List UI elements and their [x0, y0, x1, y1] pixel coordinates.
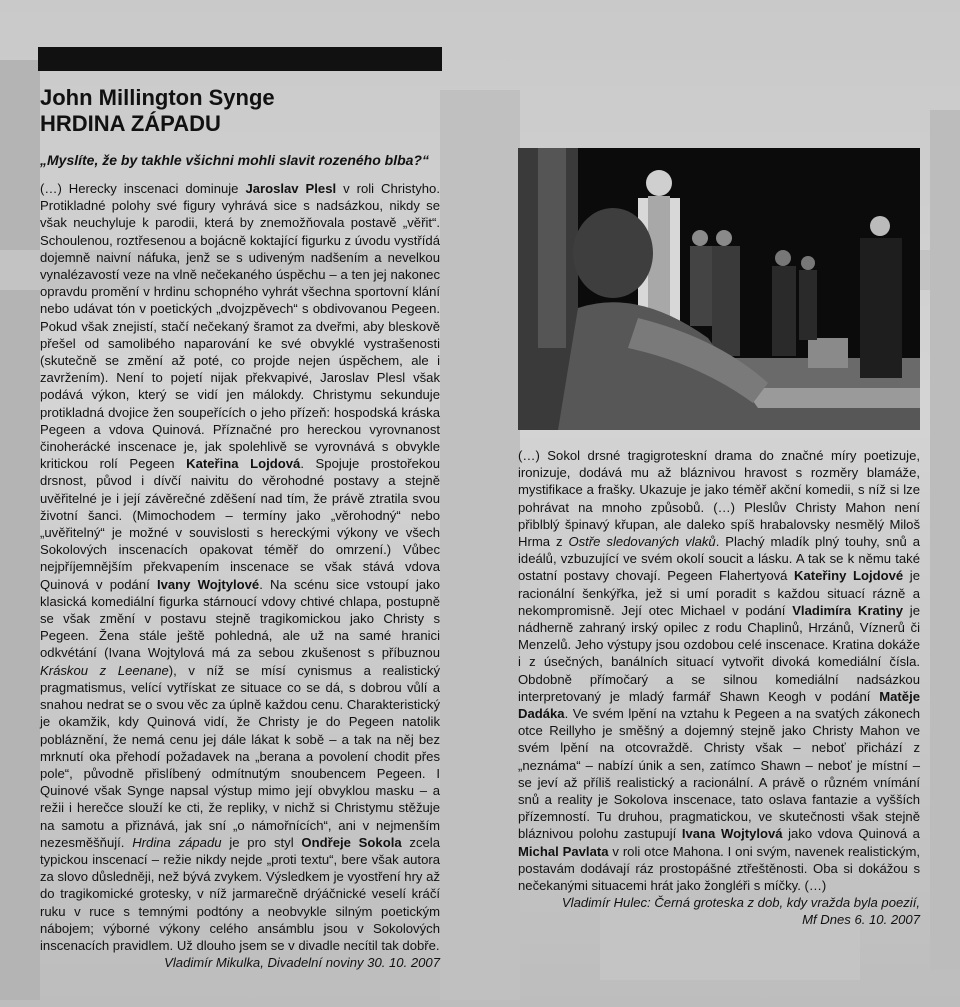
review-left-text: (…) Herecky inscenaci dominuje Jaroslav Plesl v roli Christyho. Protikladné polohy své figury vyhrává sice s nadsázkou, nikdy se však neuchyluje k parodii, která by znemožňovala postavě „věřit“. Schoulenou, roztřesenou a bojácně koktající figurku z úvodu vystřídá dojemně naivní náfuka, jenž se s udiveným nadšením a nevelkou vynalézavostí veze na vlně nečekaného úspěchu – a ten jej nakonec opravdu promění v hrdinu schopného vyhrát všechna sportovní klání nebo udávat tón v poetických „dvojzpěvech“ s obdivovanou Pegeen. Pokud však znejistí, stačí nečekaný šramot za dveřmi, aby bleskově přešel od samolibého naparování ke své obvyklé vystrašenosti (skutečně se změní až poté, co projde nejen úspěchem, ale i zavržením). Není to pojetí nijak překvapivé, Jaroslav Plesl však podává výkon, který se vidí jen málokdy. Christymu sekunduje protikladná dvojice žen soupeřících o jeho přízeň: hospodská kráska Pegeen a vdova Quinová. Příznačné pro hereckou vyrovnanost činoherácké inscenace je, jak spolehlivě se vyrovnává s obvykle kritickou rolí Pegeen Kateřina Lojdová. Spojuje prostořekou drsnost, původ i dívčí naivitu do věrohodné postavy a stejně uvěřitelné je i její závěrečné zděšení nad tím, že právě ztratila svou životní šanci. (Mimochodem – termíny jako „věrohodný“ nebo „uvěřitelný“ je možné v souvislosti s hereckými výkony ve všech Sokolových inscenacích opakovat téměř do omrzení.) Vůbec nejpříjemnějším překvapením inscenace se však stává vdova Quinová v podání Ivany Wojtylové. Na scénu sice vstoupí jako klasická komediální figurka stárnoucí vdovy chtivé chlapa, postupně se však změní v postavu stejně tragikomickou jako Christy s Pegeen. Žena stále ještě pohledná, ale už na samé hranici odkvétání (Ivana Wojtylová má za sebou zkušenost s příbuznou Kráskou z Leenane), v níž se mísí cynismus a realistický pragmatismus, velící vytřískat ze situace co se dá, s dobrou vůlí a snahou nedrat se o svou věc za úplně každou cenu. Charakteristický je okamžik, kdy Quinová vidí, že Christy je do Pegeen natolik pobláznění, že nemá cenu jej dále lákat k sobě – a tak na něj bez mrknutí oka přehodí požadavek na „berana a povolení chodit přes pole“, původně přislíbený odmítnutým snoubencem Pegeen. I Quinové však Synge napsal výstup mimo její obvyklou masku – a režii i herečce slouží ke cti, že repliky, v nichž si Christymu stěžuje na samotu a přiznává, jak sní „o námořnících“, ani v nejmenším nezesměšňují. Hrdina západu je pro styl Ondřeje Sokola zcela typickou inscenací – režie nikdy nejde „proti textu“, bere však autora za slovo důsledněji, než bývá zvykem. Výsledkem je vyostření hry až do tragikomické grotesky, v níž jarmarečně drýáčnické veselí kráčí ruku v ruce s temnými podtóny a neobvykle silným poetickým nábojem; výborné výkony celého ansámblu jsou v Sokolových inscenacích pravidlem. Už dlouho jsem se v divadle necítil tak dobře.: [40, 181, 440, 953]
header-black-bar: [38, 47, 442, 71]
review-right-text: (…) Sokol drsné tragigroteskní drama do značné míry poetizuje, ironizuje, dodává mu až bláznivou hravost s rozměry blamáže, mystifikace a frašky. Ukazuje je jako téměř akční komedii, s níž si lze pohrávat na mnoho způsobů. (…) Pleslův Christy Mahon není přiblblý špinavý křupan, ale daleko spíš hrabalovsky nesmělý Miloš Hrma z Ostře sledovaných vlaků. Plachý mladík plný touhy, snů a ideálů, vzbuzující ve svém okolí soucit a lásku. A tak se k němu také ostatní postavy chovají. Pegeen Flahertyová Kateřiny Lojdové je racionální šenkýřka, jež si umí poradit s každou situací rázně a nekompromisně. Její otec Michael v podání Vladimíra Kratiny je nádherně zahraný irský opilec z rodu Chaplinů, Hrzánů, Víznerů či Menzelů. Jeho výstupy jsou ozdobou celé inscenace. Kratina dokáže i z úsečných, banálních situací vytvořit divoká komediální čísla. Obdobně přímočarý a se silnou komediální nadsázkou interpretovaný je mladý farmář Shawn Keogh v podání Matěje Dadáka. Ve svém lpění na vztahu k Pegeen a na svatých zákonech otce Reillyho je směšný a dojemný stejně jako Christy Mahon ve svém lpění na otcovraždě. Christy však – neboť přichází z „neznáma“ – nabízí únik a sen, zatímco Shawn – neboť je místní – se jeví až příliš realistický a racionální. A právě o různém vnímání snů a reality je Sokolova inscenace, tato oslava fantazie a vyšších přízemností. Tu druhou, pragmatickou, ve skutečnosti však stejně bláznivou polohu zastupují Ivana Wojtylová jako vdova Quinová a Michal Pavlata v roli otce Mahona. I oni svým, navenek realistickým, postavám dodávají ráz prostopášné ztřeštěnosti. Oba si dokážou s nečekanými situacemi hrát jako žongléři s míčky. (…): [518, 448, 920, 894]
review-left: [40, 180, 440, 971]
play-title: HRDINA ZÁPADU: [40, 111, 221, 136]
stage-photo: [518, 148, 920, 430]
epigraph-quote: „Myslíte, že by takhle všichni mohli slavit rozeného blba?“: [40, 152, 429, 168]
author-name: John Millington Synge: [40, 85, 275, 110]
review-right: [518, 447, 920, 929]
review-left-signature: Vladimír Mikulka, Divadelní noviny 30. 10. 2007: [164, 955, 440, 971]
review-right-signature-line2: Mf Dnes 6. 10. 2007: [802, 912, 920, 928]
review-right-signature-line1: Vladimír Hulec: Černá groteska z dob, kdy vražda byla poezií,: [561, 895, 920, 911]
